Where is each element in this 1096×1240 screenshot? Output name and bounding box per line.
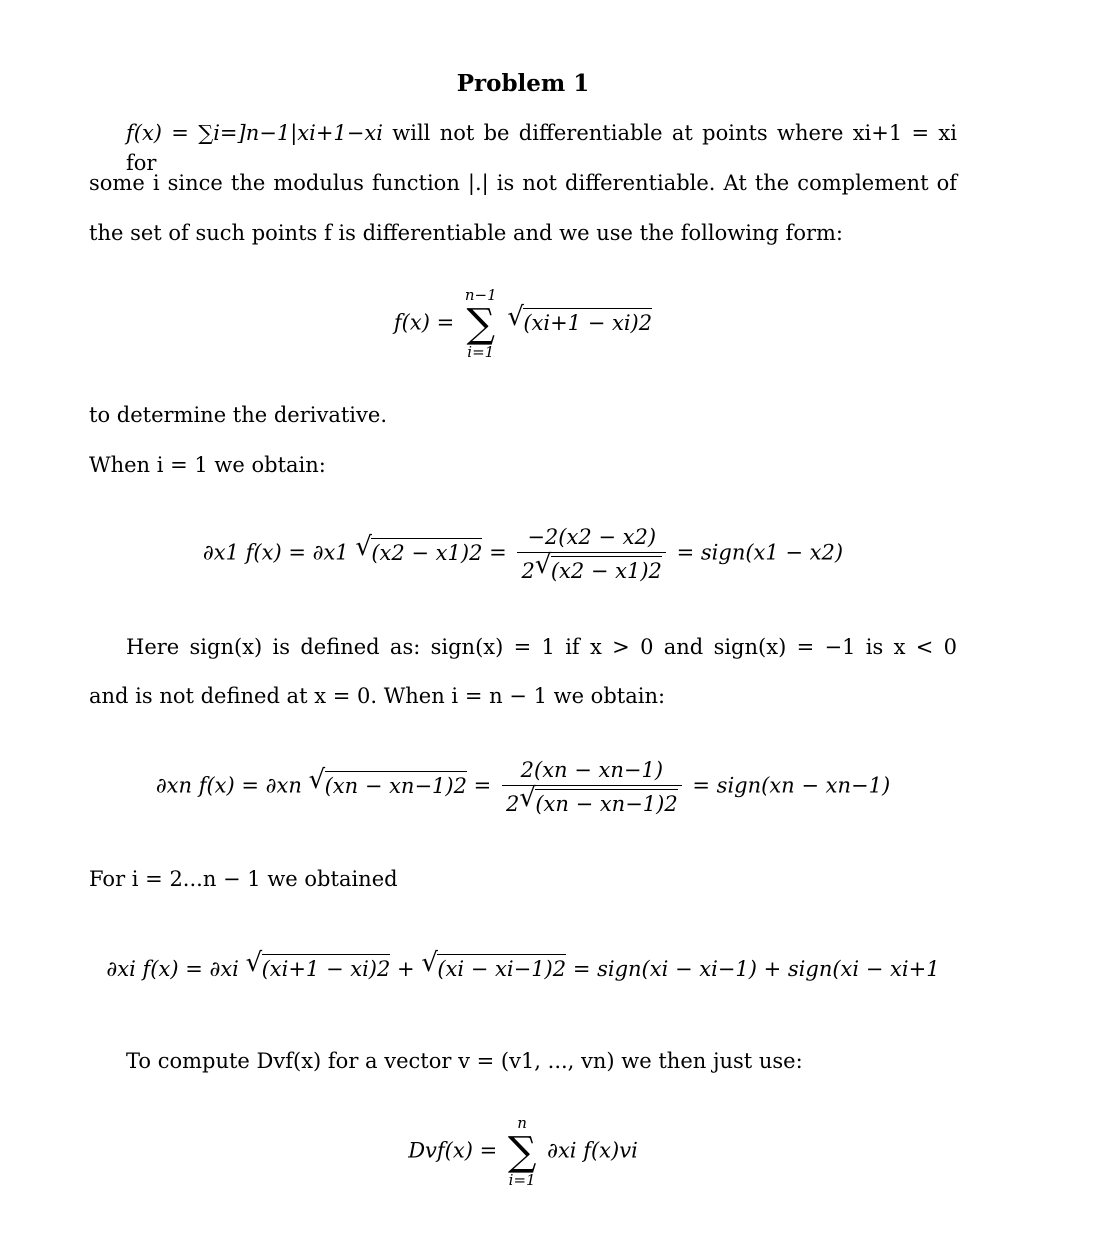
denominator-coeff: 2 [521, 559, 535, 583]
sum-upper-limit: n [517, 1114, 527, 1132]
numerator: −2(x2 − x2) [517, 525, 665, 553]
radicand: (xn − xn−1)2 [535, 789, 677, 816]
square-root: √ (x2 − x1)2 [355, 531, 483, 565]
text-determine-derivative: to determine the derivative. [89, 403, 387, 427]
eq2-lhs: ∂x1 f(x) = ∂x1 [202, 540, 349, 565]
radicand: (x2 − x1)2 [371, 538, 482, 565]
radicand: (xi+1 − xi)2 [523, 308, 652, 335]
radicand: (xn − xn−1)2 [325, 771, 467, 798]
eq3-lhs: ∂xn f(x) = ∂xn [155, 773, 302, 798]
fraction [517, 525, 665, 583]
text-for-i-range: For i = 2...n − 1 we obtained [89, 867, 398, 891]
equation-derivative-first: ∂x1 f(x) = ∂x1 √ (x2 − x1)2 = −2(x2 − x2) 2 √ (x2 − x1)2 = sign(x1 − x2) [202, 525, 844, 583]
denominator [517, 550, 665, 583]
intro-line-3: the set of such points f is differentiable and we use the following form: [89, 221, 843, 245]
eq4-lhs: ∂xi f(x) = ∂xi [106, 957, 239, 981]
sign-definition-line-1: Here sign(x) is defined as: sign(x) = 1 if x > 0 and sign(x) = −1 is x < 0 [126, 635, 957, 659]
radicand: (xi − xi−1)2 [437, 954, 566, 981]
sum-upper-limit: n−1 [464, 286, 497, 304]
denominator [502, 783, 682, 816]
eq2-rhs: = sign(x1 − x2) [676, 540, 844, 565]
text-compute-directional: To compute Dvf(x) for a vector v = (v1, ..., vn) we then just use: [126, 1049, 803, 1073]
summation-symbol: n−1 ∑ i=1 [464, 286, 497, 361]
denominator-coeff: 2 [505, 792, 520, 816]
square-root: √ (xi+1 − xi)2 [507, 301, 653, 335]
text-when-i-equals-1: When i = 1 we obtain: [89, 453, 326, 477]
square-root: √ (xi+1 − xi)2 [245, 948, 391, 981]
sign-definition-line-2: and is not defined at x = 0. When i = n − 1 we obtain: [89, 684, 666, 708]
intro-line-2: some i since the modulus function |.| is not differentiable. At the complement of [89, 171, 957, 195]
intro-inline-formula: f(x) = ∑i=]n−1|xi+1−xi [126, 121, 383, 145]
sum-lower-limit: i=1 [467, 343, 495, 361]
square-root: √ (xi − xi−1)2 [421, 948, 567, 981]
square-root: √ (x2 − x1)2 [534, 550, 662, 583]
eq5-lhs: Dvf(x) = [408, 1138, 498, 1163]
equation-derivative-middle [0, 948, 1046, 981]
summation-symbol: n ∑ i=1 [507, 1114, 537, 1189]
equation-directional-derivative [0, 1116, 1046, 1188]
problem-title: Problem 1 [456, 70, 590, 97]
fraction [502, 758, 682, 816]
radicand: (x2 − x1)2 [551, 556, 662, 583]
equation-derivative-last: ∂xn f(x) = ∂xn √ (xn − xn−1)2 = 2(xn − xn−1) 2 √ (xn − xn−1)2 = sign(xn − xn−1) [155, 758, 891, 816]
plus-sign: + [397, 957, 415, 981]
square-root: √ (xn − xn−1)2 [308, 764, 467, 798]
sum-lower-limit: i=1 [508, 1171, 536, 1189]
square-root: √ (xn − xn−1)2 [519, 783, 678, 816]
intro-line-1-text: will not be differentiable at points where xi+1 = xi for [126, 121, 957, 175]
eq5-summand: ∂xi f(x)vi [547, 1138, 638, 1163]
equation-sum-form [0, 288, 1046, 360]
eq4-rhs: = sign(xi − xi−1) + sign(xi − xi+1 [572, 957, 940, 981]
numerator: 2(xn − xn−1) [502, 758, 682, 786]
eq1-lhs: f(x) = [393, 310, 455, 335]
radicand: (xi+1 − xi)2 [262, 954, 391, 981]
eq3-rhs: = sign(xn − xn−1) [692, 773, 891, 798]
